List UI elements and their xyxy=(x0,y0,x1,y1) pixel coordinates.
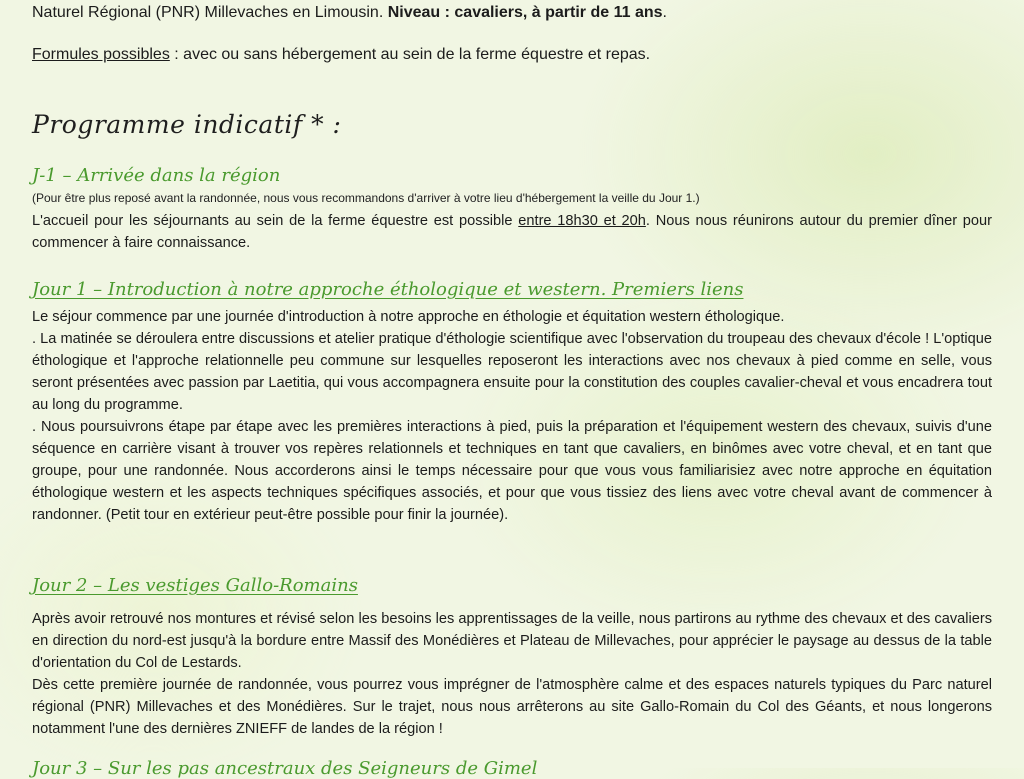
jour-1-body xyxy=(32,306,992,526)
jour-1-paragraph: . Nous poursuivrons étape par étape avec les premières interactions à pied, puis la préparation et l'équipement western des chevaux, suivis d'une séquence en carrière visant à trouver vos repères relationnels et techniques en tant que cavaliers, en binômes avec votre cheval, et en tant que groupe, pour une randonnée. Nous accorderons ainsi le temps nécessaire pour que vous vous familiarisiez avec notre approche en équitation éthologique western et les aspects techniques spécifiques associés, et pour que vous tissiez des liens avec votre cheval avant de commencer à randonner. (Petit tour en extérieur peut-être possible pour finir la journée). xyxy=(32,419,992,523)
formules-text: : avec ou sans hébergement au sein de la ferme équestre et repas. xyxy=(169,46,651,63)
j-minus-1-text-after: . Nous nous réunirons autour du premier dîner pour commencer à faire connaissance. xyxy=(32,213,993,251)
arrival-time: entre 18h30 et 20h xyxy=(518,213,646,229)
intro-line-start: Naturel Régional (PNR) Millevaches en Limousin. xyxy=(32,4,388,21)
level-requirement: Niveau : cavaliers, à partir de 11 ans xyxy=(387,4,663,21)
intro-line-end: . xyxy=(662,4,667,21)
jour-2-paragraph: Après avoir retrouvé nos montures et révisé selon les besoins les apprentissages de la veille, nous partirons au rythme des chevaux et des cavaliers en direction du nord-est jusqu'à la bordure entre Massif des Monédières et Plateau de Millevaches, pour apprécier le paysage au dessus de la table d'orientation du Col de Lestards. xyxy=(32,611,992,671)
jour-2-title: Jour 2 – Les vestiges Gallo-Romains xyxy=(32,575,358,596)
formules-line xyxy=(32,44,650,66)
formules-label: Formules possibles xyxy=(32,46,170,63)
j-minus-1-note: (Pour être plus reposé avant la randonnée, nous vous recommandons d'arriver à votre lieu d'hébergement la veille du Jour 1.) xyxy=(32,191,700,205)
jour-1-paragraph: . La matinée se déroulera entre discussions et atelier pratique d'éthologie scientifique avec l'observation du troupeau des chevaux d'école ! L'optique éthologique et l'approche relationnelle peu commune sur lesquelles reposeront les interactions avec nos chevaux à pied comme en selle, vous seront présentées avec passion par Laetitia, qui vous accompagnera ensuite pour la constitution des couples cavalier-cheval et vous encadrera tout au long du programme. xyxy=(32,331,992,413)
jour-1-paragraph: Le séjour commence par une journée d'introduction à notre approche en éthologie et équitation western éthologique. xyxy=(32,309,785,325)
j-minus-1-text-before: L'accueil pour les séjournants au sein de la ferme équestre est possible xyxy=(32,213,519,229)
jour-2-paragraph: Dès cette première journée de randonnée, vous pourrez vous imprégner de l'atmosphère calme et des espaces naturels typiques du Parc naturel régional (PNR) Millevaches et des Monédières. Sur le trajet, nous nous arrêterons au site Gallo-Romain du Col des Géants, et nous longerons notamment l'une des dernières ZNIEFF de landes de la région ! xyxy=(32,677,992,737)
j-minus-1-paragraph xyxy=(32,210,992,254)
programme-title: Programme indicatif * : xyxy=(32,110,342,139)
j-minus-1-title: J-1 – Arrivée dans la région xyxy=(32,165,281,186)
jour-1-title: Jour 1 – Introduction à notre approche éthologique et western. Premiers liens xyxy=(32,279,744,300)
intro-line xyxy=(32,2,667,24)
jour-2-body xyxy=(32,608,992,740)
jour-3-title-cut: Jour 3 – Sur les pas ancestraux des Seigneurs de Gimel xyxy=(32,758,538,779)
